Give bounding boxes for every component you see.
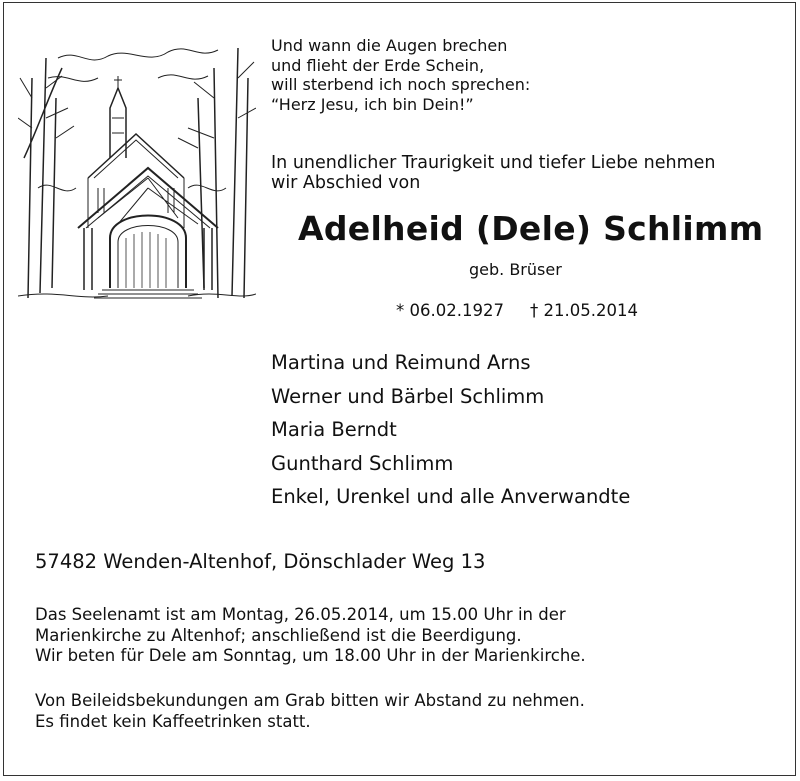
service-notice (35, 605, 586, 667)
condolence-notice-line: Von Beileidsbekundungen am Grab bitten wir Abstand zu nehmen. (35, 691, 585, 710)
intro-line: In unendlicher Traurigkeit und tiefer Liebe nehmen (271, 153, 716, 173)
poem (271, 36, 530, 114)
chapel-illustration (18, 38, 256, 300)
maiden-name: geb. Brüser (469, 260, 562, 279)
deceased-name: Adelheid (Dele) Schlimm (298, 209, 764, 248)
condolence-notice-line: Es findet kein Kaffeetrinken statt. (35, 711, 311, 731)
mourners-list (271, 346, 630, 514)
poem-line: Und wann die Augen brechen (271, 36, 508, 55)
death-date: † 21.05.2014 (529, 301, 638, 320)
mourner-item: Gunthard Schlimm (271, 451, 454, 475)
address: 57482 Wenden-Altenhof, Dönschlader Weg 13 (35, 550, 486, 573)
poem-line: “Herz Jesu, ich bin Dein!” (271, 94, 474, 114)
chapel-sketch-icon (18, 38, 256, 300)
poem-line: will sterbend ich noch sprechen: (271, 75, 531, 94)
mourner-item: Maria Berndt (271, 418, 397, 441)
birth-date: * 06.02.1927 (396, 301, 504, 320)
condolence-notice (35, 691, 585, 732)
intro-line: wir Abschied von (271, 173, 421, 193)
service-notice-line: Wir beten für Dele am Sonntag, um 18.00 Uhr in der Marienkirche. (35, 646, 586, 665)
mourner-item: Martina und Reimund Arns (271, 351, 531, 374)
life-dates (396, 301, 638, 320)
intro-text (271, 153, 715, 193)
service-notice-line: Marienkirche zu Altenhof; anschließend ist die Beerdigung. (35, 625, 522, 645)
poem-line: und flieht der Erde Schein, (271, 55, 485, 75)
service-notice-line: Das Seelenamt ist am Montag, 26.05.2014, um 15.00 Uhr in der (35, 605, 566, 624)
mourner-item: Werner und Bärbel Schlimm (271, 384, 545, 408)
mourner-item: Enkel, Urenkel und alle Anverwandte (271, 485, 631, 508)
